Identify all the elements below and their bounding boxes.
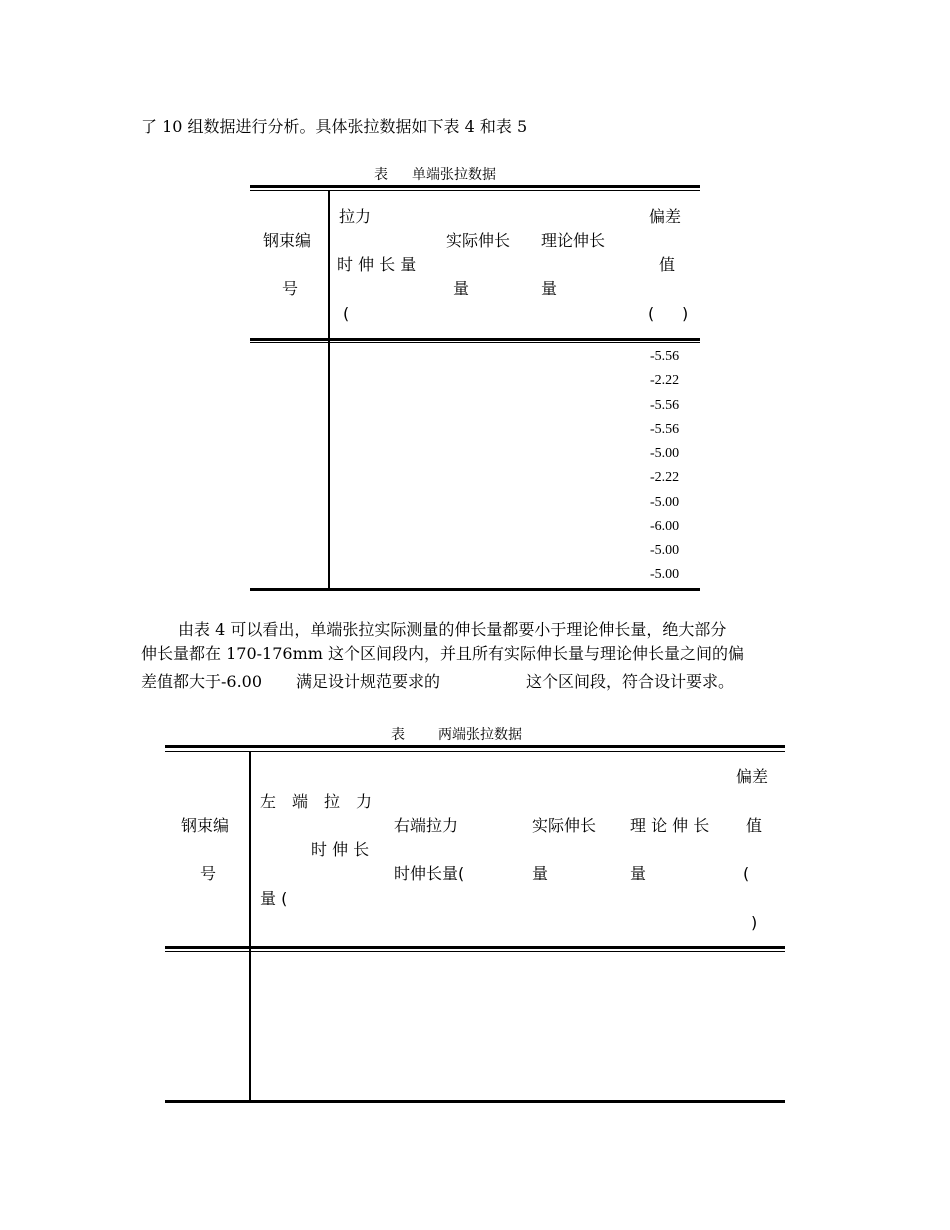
table5-col4-line2: 量 [532, 864, 549, 883]
table5-col3-line2: 时伸长量( [394, 864, 465, 883]
paragraph-line-3a: 差值都大于-6.00 [141, 672, 263, 691]
table5-col6-close-paren: ) [751, 913, 758, 932]
table5-col5-line1: 理 论 伸 长 [630, 816, 710, 835]
table5-top-rule [165, 745, 785, 748]
table4-header-rule [250, 338, 700, 341]
table5-col2-line3: 量 ( [260, 889, 288, 908]
table4-deviation-5: -5.00 [650, 446, 680, 461]
table5-top-rule-thin [165, 751, 785, 752]
table5-col2-line1: 左 端 拉 力 [260, 792, 373, 811]
table4-col5-close-paren: ) [682, 304, 689, 323]
table5-col6-open-paren: ( [743, 864, 750, 883]
table4-deviation-4: -5.56 [650, 422, 680, 437]
paragraph-line-2: 伸长量都在 170-176mm 这个区间段内，并且所有实际伸长量与理论伸长量之间的偏 [141, 644, 745, 663]
table5-header-rule [165, 946, 785, 949]
table5-col6-line2: 值 [746, 816, 763, 835]
paragraph-line-3b: 满足设计规范要求的 [296, 672, 441, 691]
intro-text: 了 10 组数据进行分析。具体张拉数据如下表 4 和表 5 [141, 117, 528, 136]
table4-deviation-1: -5.56 [650, 349, 680, 364]
table4-col3-line1: 实际伸长 [446, 231, 511, 250]
table5-col-divider [249, 751, 251, 1100]
table4-col4-line1: 理论伸长 [541, 231, 606, 250]
table4-col5-line2: 值 [659, 255, 676, 274]
table4-top-rule-thin [250, 190, 700, 191]
table4-caption-title: 单端张拉数据 [412, 167, 496, 183]
table4-col4-line2: 量 [541, 279, 558, 298]
table4-col2-line1: 拉力 [339, 207, 372, 226]
table4-deviation-9: -5.00 [650, 543, 680, 558]
table4-deviation-7: -5.00 [650, 495, 680, 510]
table4-col3-line2: 量 [453, 279, 470, 298]
table5-col2-line2: 时 伸 长 [311, 840, 370, 859]
table5-col3-line1: 右端拉力 [394, 816, 459, 835]
table5-col5-line2: 量 [630, 864, 647, 883]
table5-caption-prefix: 表 [391, 727, 405, 743]
paragraph-line-1: 由表 4 可以看出，单端张拉实际测量的伸长量都要小于理论伸长量，绝大部分 [178, 620, 727, 639]
table4-caption-prefix: 表 [374, 167, 388, 183]
table4-col5-line1: 偏差 [649, 207, 682, 226]
table4-deviation-6: -2.22 [650, 470, 680, 485]
table5-header-rule-thin [165, 951, 785, 952]
table5-col1-line2: 号 [200, 864, 217, 883]
table5-col1-line1: 钢束编 [181, 816, 230, 835]
table4-deviation-10: -5.00 [650, 567, 680, 582]
table4-col-divider [328, 190, 330, 588]
table4-deviation-8: -6.00 [650, 519, 680, 534]
table5-bottom-rule [165, 1100, 785, 1103]
table4-col2-line2: 时 伸 长 量 [337, 255, 417, 274]
table4-col5-open-paren: ( [648, 304, 655, 323]
table5-col6-line1: 偏差 [736, 767, 769, 786]
table4-top-rule [250, 185, 700, 188]
table4-bottom-rule [250, 588, 700, 591]
paragraph-line-3c: 这个区间段，符合设计要求。 [526, 672, 735, 691]
table4-col1-line2: 号 [282, 279, 299, 298]
table4-deviation-3: -5.56 [650, 398, 680, 413]
table4-header-rule-thin [250, 342, 700, 343]
table4-col1-line1: 钢束编 [263, 231, 312, 250]
table5-caption-title: 两端张拉数据 [438, 727, 522, 743]
table4-col2-line3: ( [343, 304, 350, 323]
table4-deviation-2: -2.22 [650, 373, 680, 388]
table5-col4-line1: 实际伸长 [532, 816, 597, 835]
